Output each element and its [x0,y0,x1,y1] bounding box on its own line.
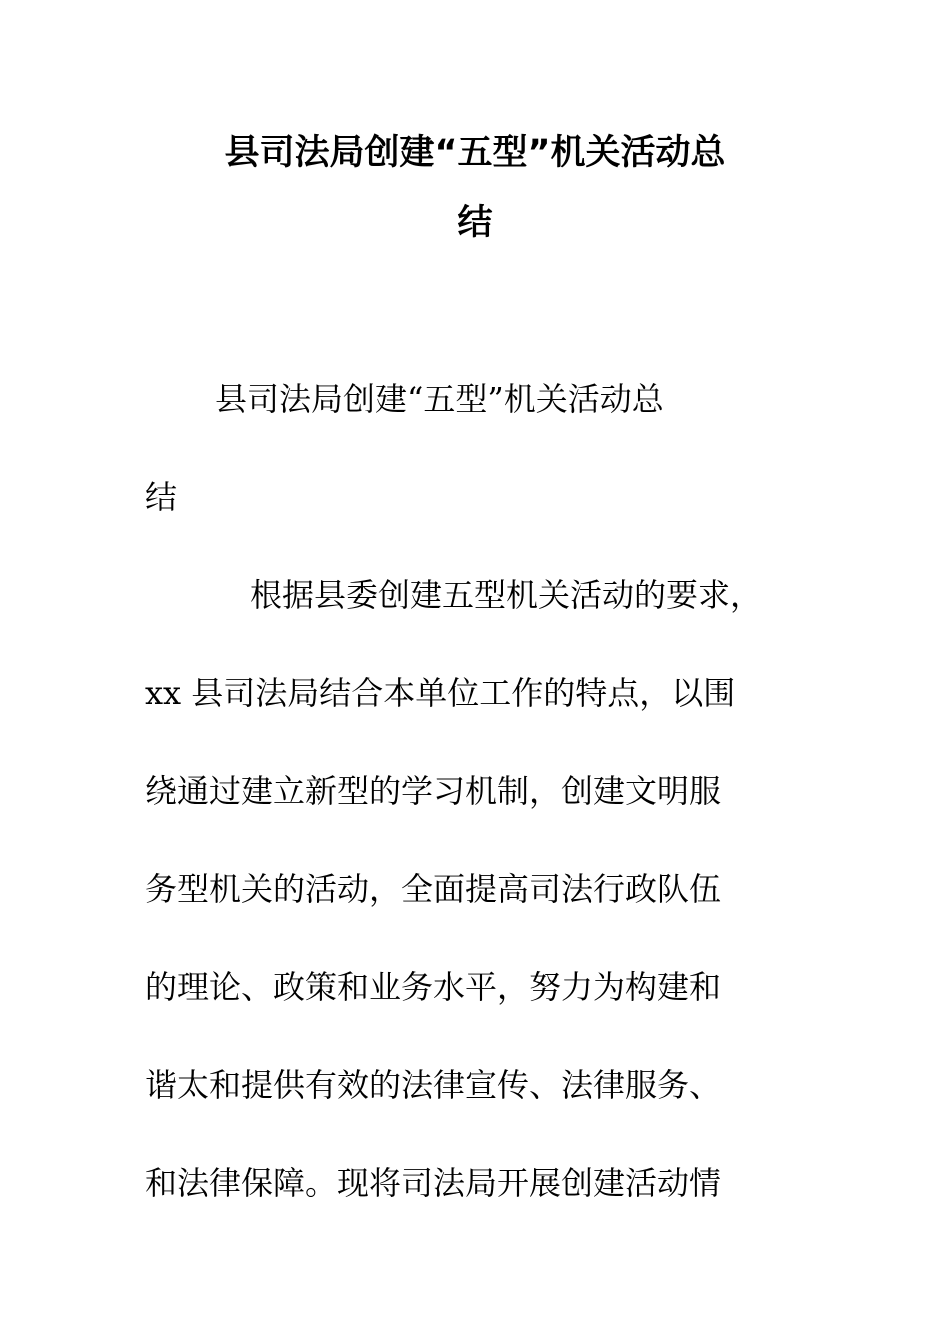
document-subtitle [145,350,805,546]
document-title [145,118,805,258]
subtitle-line: 县司法局创建“五型”机关活动总 [215,380,664,418]
title-line: 县司法局创建“五型”机关活动总 [224,133,726,173]
document-paragraph [145,546,805,1232]
subtitle-line: 结 [145,478,178,516]
paragraph-line: 和法律保障。现将司法局开展创建活动情 [145,1164,722,1202]
paragraph-line: 的理论、政策和业务水平，努力为构建和 [145,968,722,1006]
paragraph-line: 根据县委创建五型机关活动的要求， [250,576,763,614]
title-line: 结 [457,203,493,243]
paragraph-line: 谐太和提供有效的法律宣传、法律服务、 [145,1066,722,1104]
paragraph-line: xx 县司法局结合本单位工作的特点，以围 [145,674,736,712]
paragraph-line: 绕通过建立新型的学习机制，创建文明服 [145,772,722,810]
paragraph-line: 务型机关的活动，全面提高司法行政队伍 [145,870,722,908]
